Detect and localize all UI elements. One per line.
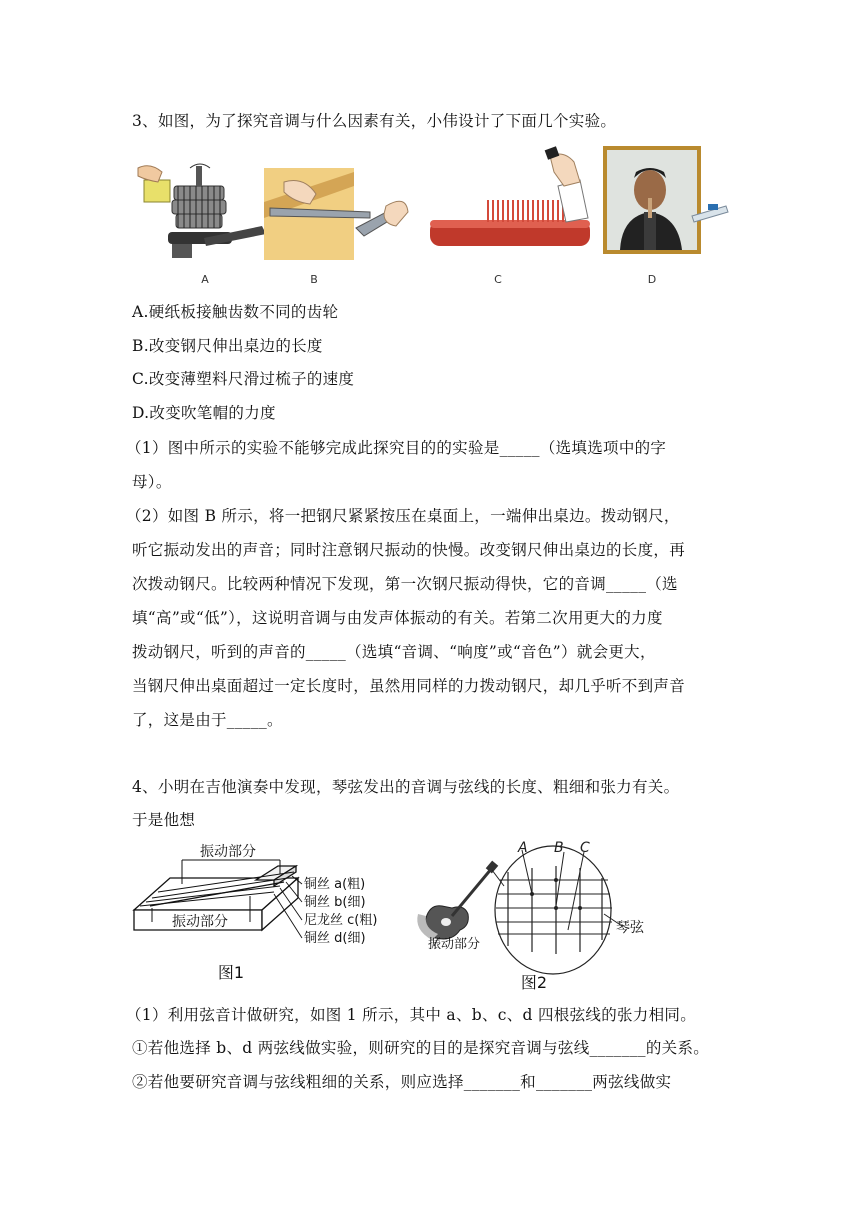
figure-b-ruler bbox=[264, 168, 408, 260]
figure-label-b: B bbox=[310, 273, 318, 286]
figure-a-gear bbox=[138, 164, 266, 258]
q3-option-b: B.改变钢尺伸出桌边的长度 bbox=[132, 337, 323, 355]
q3-sub1-line2: 母）。 bbox=[132, 473, 172, 491]
fig2-letter-a: A bbox=[518, 840, 528, 856]
q3-sub2-line7: 了，这是由于_____。 bbox=[132, 711, 283, 729]
figure-label-a: A bbox=[201, 273, 209, 286]
q3-option-d: D.改变吹笔帽的力度 bbox=[132, 404, 276, 422]
fig2-letter-c: C bbox=[580, 840, 590, 856]
q3-sub2-line6: 当钢尺伸出桌面超过一定长度时，虽然用同样的力拨动钢尺，却几乎听不到声音 bbox=[132, 677, 686, 695]
q4-line-3: ②若他要研究音调与弦线粗细的关系，则应选择_______和_______两弦线做实 bbox=[132, 1073, 672, 1091]
figure-label-c: C bbox=[494, 273, 502, 286]
fig1-string-c: 尼龙丝 c(粗) bbox=[304, 913, 378, 928]
q3-figure bbox=[134, 142, 734, 290]
fig2-letter-b: B bbox=[554, 840, 564, 856]
fig2-string-label: 琴弦 bbox=[616, 920, 644, 936]
fig1-caption: 图1 bbox=[217, 963, 245, 982]
q4-line-2: ①若他选择 b、d 两弦线做实验，则研究的目的是探究音调与弦线_______的关系。 bbox=[132, 1039, 710, 1057]
fig2-vib-label: 振动部分 bbox=[428, 937, 481, 952]
q4-figure-1 bbox=[130, 836, 400, 986]
fig2-caption: 图2 bbox=[520, 973, 548, 992]
q4-figure-2 bbox=[408, 834, 648, 994]
q3-sub2-line4: 填“高”或“低”），这说明音调与由发声体振动的有关。若第二次用更大的力度 bbox=[132, 609, 663, 627]
figure-d-photo bbox=[603, 146, 728, 254]
fig1-top-label: 振动部分 bbox=[200, 844, 256, 860]
q4-title-line2: 于是他想 bbox=[132, 811, 196, 829]
q4-title: 4、小明在吉他演奏中发现，琴弦发出的音调与弦线的长度、粗细和张力有关。 bbox=[132, 778, 680, 796]
fig1-string-a: 铜丝 a(粗) bbox=[304, 877, 366, 892]
q3-sub2-line2: 听它振动发出的声音；同时注意钢尺振动的快慢。改变钢尺伸出桌边的长度，再 bbox=[132, 541, 686, 559]
q3-option-c: C.改变薄塑料尺滑过梳子的速度 bbox=[132, 370, 355, 388]
q3-sub2-line3: 次拨动钢尺。比较两种情况下发现，第一次钢尺振动得快，它的音调_____（选 bbox=[132, 575, 678, 593]
q3-sub2-line5: 拨动钢尺，听到的声音的_____（选填“音调、“响度”或“音色”）就会更大， bbox=[132, 643, 656, 661]
fig1-string-d: 铜丝 d(细) bbox=[304, 931, 366, 946]
fig1-bottom-label: 振动部分 bbox=[172, 914, 228, 930]
guitar-icon bbox=[417, 861, 498, 940]
q3-option-a: A.硬纸板接触齿数不同的齿轮 bbox=[132, 303, 339, 321]
figure-label-d: D bbox=[647, 273, 657, 286]
q3-sub1-line1: （1）图中所示的实验不能够完成此探究目的的实验是_____（选填选项中的字 bbox=[126, 439, 667, 457]
q4-line-1: （1）利用弦音计做研究，如图 1 所示，其中 a、b、c、d 四根弦线的张力相同。 bbox=[126, 1006, 696, 1024]
q3-sub2-line1: （2）如图 B 所示，将一把钢尺紧紧按压在桌面上，一端伸出桌边。拨动钢尺， bbox=[126, 507, 680, 525]
fig1-string-b: 铜丝 b(细) bbox=[304, 895, 366, 910]
figure-c-comb bbox=[430, 146, 590, 246]
q3-title: 3、如图，为了探究音调与什么因素有关，小伟设计了下面几个实验。 bbox=[132, 112, 617, 130]
